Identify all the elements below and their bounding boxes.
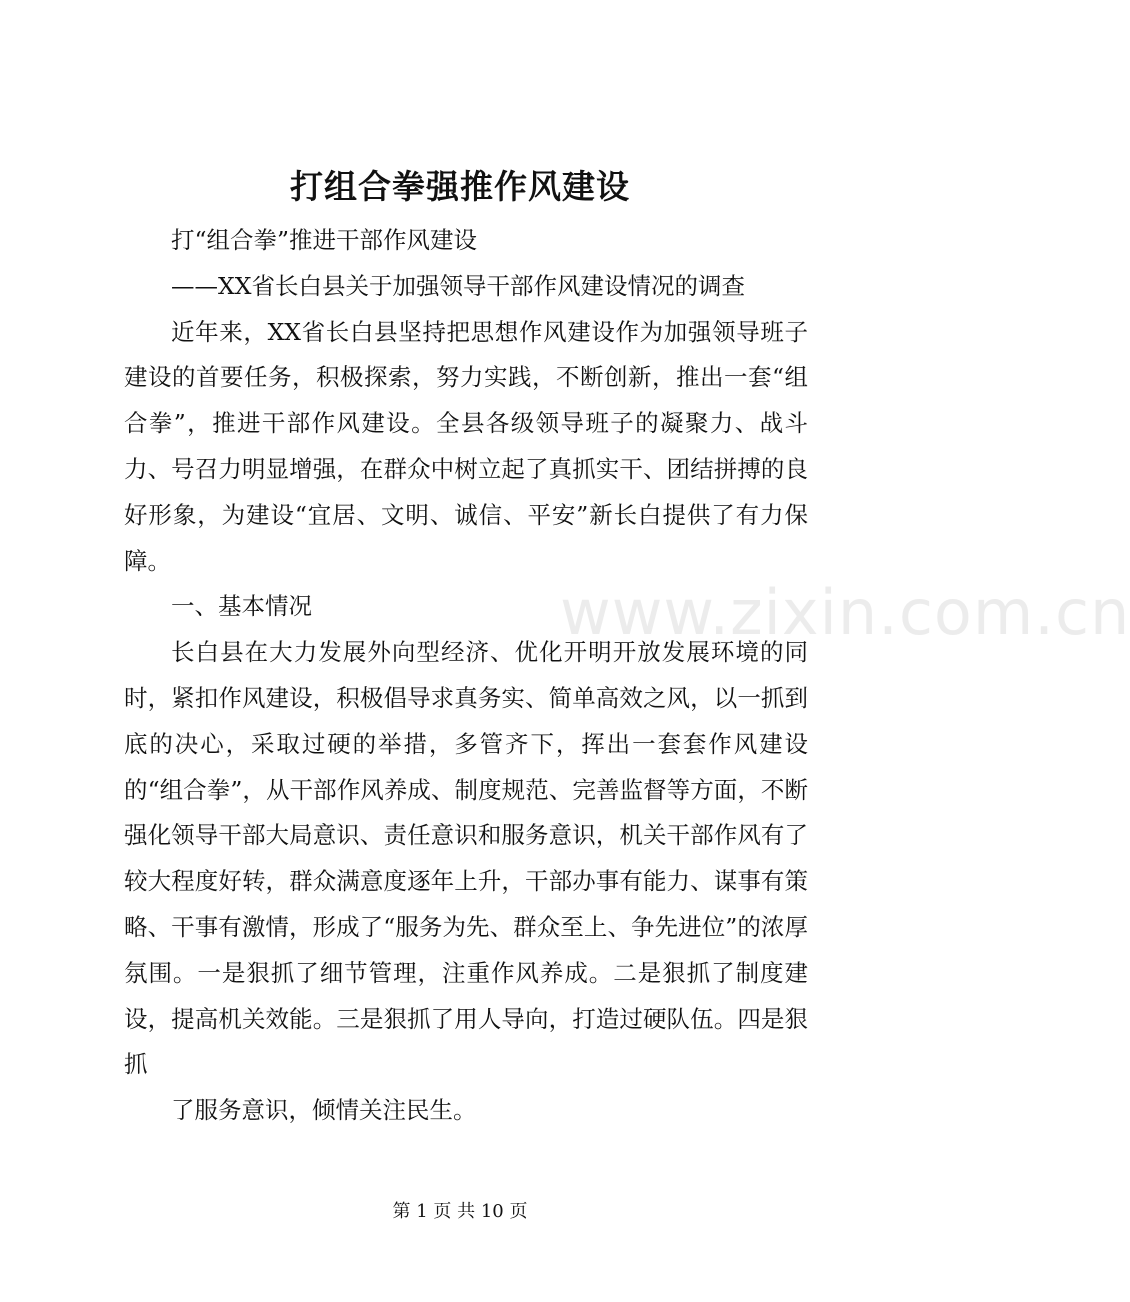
document-title: 打组合拳强推作风建设	[290, 167, 630, 206]
body-paragraph: 长白县在大力发展外向型经济、优化开明开放发展环境的同时，紧扣作风建设，积极倡导求真务实、简单高效之风，以一抓到底的决心，采取过硬的举措，多管齐下，挥出一套套作风建设的“组合拳”，从干部作风养成、制度规范、完善监督等方面，不断强化领导干部大局意识、责任意识和服务意识，机关干部作风有了较大程度好转，群众满意度逐年上升，干部办事有能力、谋事有策略、干事有激情，形成了“服务为先、群众至上、争先进位”的浓厚氛围。一是狠抓了细节管理，注重作风养成。二是狠抓了制度建设，提高机关效能。三是狠抓了用人导向，打造过硬队伍。四是狠抓	[124, 638, 808, 1079]
body-paragraph: 近年来，XX省长白县坚持把思想作风建设作为加强领导班子建设的首要任务，积极探索，努力实践，不断创新，推出一套“组合拳”，推进干部作风建设。全县各级领导班子的凝聚力、战斗力、号召力明显增强，在群众中树立起了真抓实干、团结拼搏的良好形象，为建设“宜居、文明、诚信、平安”新长白提供了有力保障。	[124, 317, 808, 575]
section-heading: 一、基本情况	[171, 592, 312, 621]
document-body	[124, 218, 808, 1134]
watermark: www.zixin.com.cn	[560, 576, 1130, 649]
page-footer: 第 1 页 共 10 页	[392, 1201, 528, 1222]
body-paragraph: ——XX省长白县关于加强领导干部作风建设情况的调查	[171, 271, 745, 300]
body-paragraph: 了服务意识，倾情关注民生。	[171, 1096, 477, 1125]
body-paragraph: 打“组合拳”推进干部作风建设	[171, 226, 478, 254]
